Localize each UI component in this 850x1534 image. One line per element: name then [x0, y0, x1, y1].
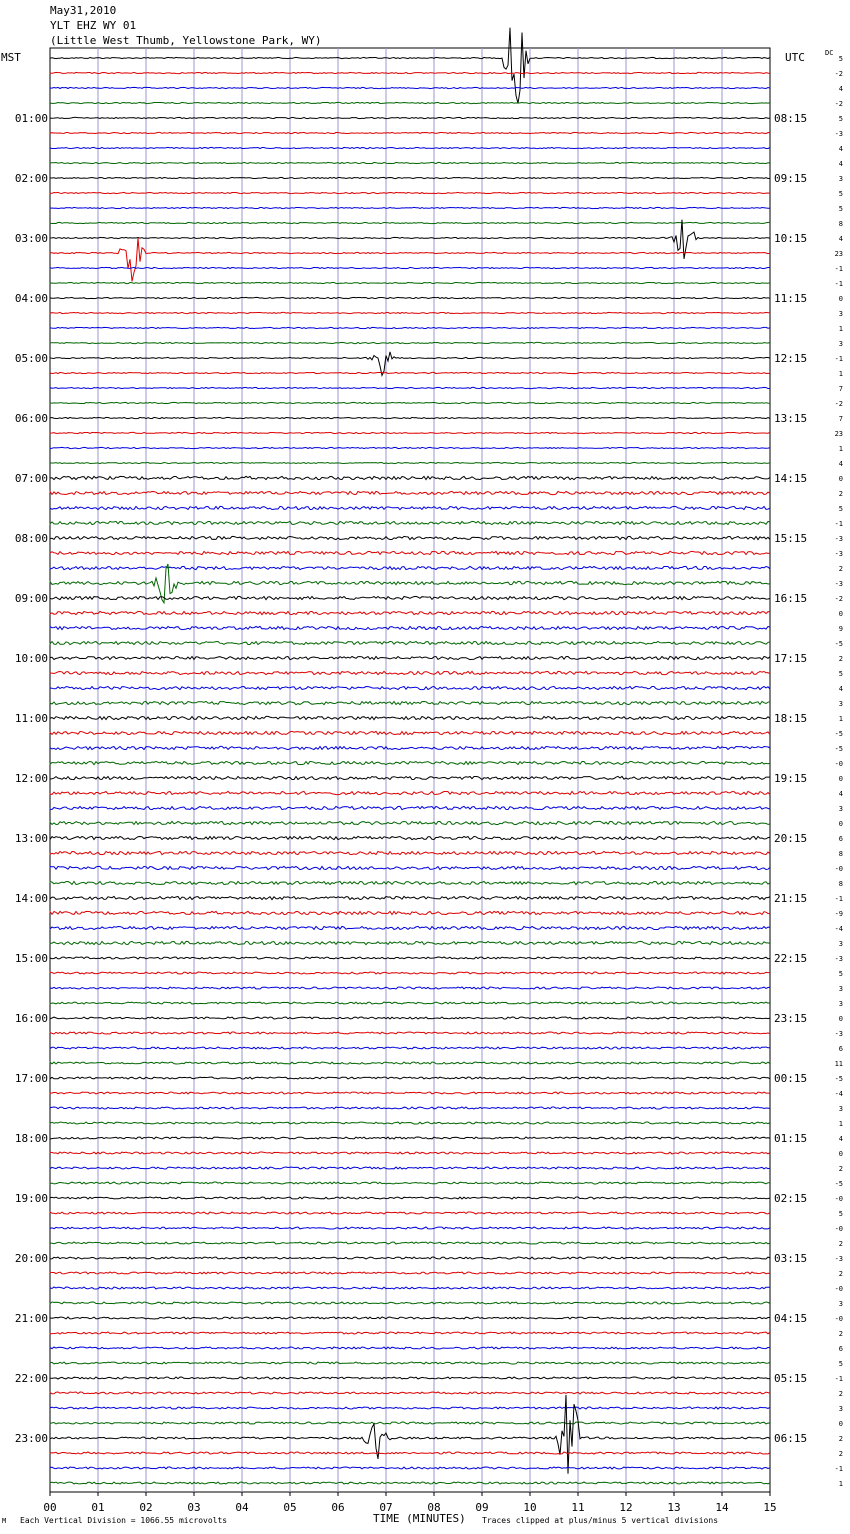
trace-red	[50, 1212, 770, 1214]
dc-offset-header: DC	[825, 49, 834, 57]
clip-note: Traces clipped at plus/minus 5 vertical divisions	[482, 1516, 719, 1525]
dc-offset-label: 4	[838, 85, 843, 93]
trace-blue	[50, 506, 770, 509]
trace-blue	[50, 1047, 770, 1049]
dc-offset-label: 5	[838, 1210, 843, 1218]
left-hour-label: 05:00	[14, 352, 48, 365]
dc-offset-label: 8	[838, 220, 843, 228]
trace-blue	[50, 1167, 770, 1169]
trace-red	[50, 1272, 770, 1274]
trace-blue	[50, 1467, 770, 1469]
left-hour-label: 16:00	[14, 1012, 48, 1025]
dc-offset-label: 23	[834, 430, 843, 438]
dc-offset-label: 2	[838, 1240, 843, 1248]
trace-green	[50, 564, 770, 603]
trace-red	[50, 372, 770, 373]
dc-offset-label: -5	[834, 745, 843, 753]
dc-offset-label: 1	[838, 370, 843, 378]
corner-mark: M	[2, 1517, 7, 1525]
trace-green	[50, 821, 770, 824]
right-hour-label: 02:15	[774, 1192, 808, 1205]
left-hour-label: 18:00	[14, 1132, 48, 1145]
x-tick-label: 09	[475, 1501, 489, 1514]
right-hour-label: 13:15	[774, 412, 808, 425]
dc-offset-label: -4	[834, 1090, 843, 1098]
trace-blue	[50, 686, 770, 689]
trace-blue	[50, 1227, 770, 1229]
dc-offset-label: -1	[834, 280, 843, 288]
x-tick-label: 03	[187, 1501, 201, 1514]
dc-offset-label: 4	[838, 160, 843, 168]
x-tick-label: 12	[619, 1501, 633, 1514]
dc-offset-label: 4	[838, 1135, 843, 1143]
trace-green	[50, 1182, 770, 1184]
dc-offset-label: 5	[838, 970, 843, 978]
dc-offset-label: -0	[834, 760, 843, 768]
trace-green	[50, 342, 770, 343]
trace-blue	[50, 987, 770, 989]
x-tick-label: 01	[91, 1501, 105, 1514]
dc-offset-label: -0	[834, 1225, 843, 1233]
dc-offset-label: -5	[834, 1075, 843, 1083]
dc-offset-label: 5	[838, 205, 843, 213]
trace-black	[50, 1395, 770, 1474]
x-tick-label: 13	[667, 1501, 681, 1514]
dc-offset-label: -1	[834, 355, 843, 363]
scale-note: Each Vertical Division = 1066.55 microvolts	[20, 1516, 228, 1525]
dc-offset-label: 23	[834, 250, 843, 258]
right-hour-label: 03:15	[774, 1252, 808, 1265]
trace-blue	[50, 866, 770, 869]
trace-red	[50, 1092, 770, 1094]
dc-offset-label: 6	[838, 835, 843, 843]
dc-offset-label: 11	[834, 1060, 843, 1068]
trace-red	[50, 911, 770, 914]
dc-offset-label: 4	[838, 685, 843, 693]
trace-black	[50, 28, 770, 104]
dc-offset-label: 2	[838, 1450, 843, 1458]
trace-black	[50, 776, 770, 779]
dc-offset-label: -2	[834, 100, 843, 108]
trace-black	[50, 896, 770, 899]
dc-offset-label: -1	[834, 265, 843, 273]
dc-offset-label: -1	[834, 1465, 843, 1473]
right-hour-label: 16:15	[774, 592, 808, 605]
dc-offset-label: 5	[838, 670, 843, 678]
trace-green	[50, 462, 770, 463]
dc-offset-label: 4	[838, 460, 843, 468]
dc-offset-label: -0	[834, 865, 843, 873]
dc-offset-label: -3	[834, 1255, 843, 1263]
x-tick-label: 04	[235, 1501, 249, 1514]
dc-offset-label: -5	[834, 1180, 843, 1188]
trace-red	[50, 611, 770, 614]
dc-offset-label: -4	[834, 925, 843, 933]
trace-green	[50, 1362, 770, 1364]
x-tick-label: 11	[571, 1501, 585, 1514]
trace-black	[50, 352, 770, 376]
trace-red	[50, 192, 770, 193]
left-hour-label: 22:00	[14, 1372, 48, 1385]
dc-offset-label: 0	[838, 295, 843, 303]
trace-red	[50, 791, 770, 794]
left-timezone-label: MST	[1, 51, 21, 64]
x-axis-title: TIME (MINUTES)	[373, 1512, 466, 1525]
trace-blue	[50, 207, 770, 208]
dc-offset-label: -3	[834, 550, 843, 558]
dc-offset-label: 0	[838, 1015, 843, 1023]
dc-offset-label: 5	[838, 1360, 843, 1368]
right-hour-label: 20:15	[774, 832, 808, 845]
trace-red	[50, 671, 770, 674]
dc-offset-label: 5	[838, 55, 843, 63]
right-hour-label: 11:15	[774, 292, 808, 305]
dc-offset-label: 0	[838, 610, 843, 618]
trace-red	[50, 972, 770, 974]
trace-blue	[50, 626, 770, 629]
station-code: YLT EHZ WY 01	[50, 19, 137, 32]
right-hour-label: 01:15	[774, 1132, 808, 1145]
dc-offset-label: 1	[838, 715, 843, 723]
dc-offset-label: 3	[838, 940, 843, 948]
right-hour-label: 08:15	[774, 112, 808, 125]
trace-green	[50, 641, 770, 644]
left-hour-label: 20:00	[14, 1252, 48, 1265]
right-hour-label: 09:15	[774, 172, 808, 185]
dc-offset-label: 4	[838, 145, 843, 153]
trace-green	[50, 881, 770, 884]
trace-blue	[50, 1107, 770, 1109]
x-tick-label: 06	[331, 1501, 345, 1514]
left-hour-label: 01:00	[14, 112, 48, 125]
trace-green	[50, 222, 770, 223]
trace-red	[50, 238, 770, 282]
dc-offset-label: 3	[838, 340, 843, 348]
dc-offset-label: 2	[838, 1435, 843, 1443]
trace-black	[50, 1077, 770, 1079]
dc-offset-label: 0	[838, 820, 843, 828]
dc-offset-label: -3	[834, 130, 843, 138]
left-hour-label: 23:00	[14, 1432, 48, 1445]
dc-offset-label: 2	[838, 1330, 843, 1338]
trace-black	[50, 957, 770, 959]
trace-black	[50, 1377, 770, 1379]
trace-red	[50, 1032, 770, 1034]
right-hour-label: 14:15	[774, 472, 808, 485]
left-hour-label: 02:00	[14, 172, 48, 185]
dc-offset-label: 2	[838, 655, 843, 663]
dc-offset-label: -9	[834, 910, 843, 918]
dc-offset-label: -3	[834, 535, 843, 543]
trace-green	[50, 102, 770, 103]
right-hour-label: 21:15	[774, 892, 808, 905]
trace-green	[50, 1002, 770, 1004]
dc-offset-label: -2	[834, 400, 843, 408]
dc-offset-label: 3	[838, 175, 843, 183]
dc-offset-label: -3	[834, 955, 843, 963]
trace-red	[50, 551, 770, 554]
dc-offset-label: -0	[834, 1285, 843, 1293]
x-tick-label: 08	[427, 1501, 441, 1514]
trace-black	[50, 536, 770, 539]
trace-red	[50, 432, 770, 433]
right-hour-label: 10:15	[774, 232, 808, 245]
dc-offset-label: 3	[838, 700, 843, 708]
left-hour-label: 09:00	[14, 592, 48, 605]
trace-black	[50, 476, 770, 479]
right-hour-label: 22:15	[774, 952, 808, 965]
trace-green	[50, 162, 770, 163]
x-tick-label: 14	[715, 1501, 729, 1514]
dc-offset-label: 8	[838, 880, 843, 888]
dc-offset-label: 4	[838, 790, 843, 798]
trace-blue	[50, 267, 770, 268]
dc-offset-label: 5	[838, 190, 843, 198]
trace-blue	[50, 566, 770, 569]
trace-green	[50, 521, 770, 524]
trace-blue	[50, 1347, 770, 1349]
trace-blue	[50, 447, 770, 448]
trace-blue	[50, 806, 770, 809]
right-hour-label: 00:15	[774, 1072, 808, 1085]
right-hour-label: 04:15	[774, 1312, 808, 1325]
left-hour-label: 10:00	[14, 652, 48, 665]
trace-black	[50, 1017, 770, 1019]
left-hour-label: 12:00	[14, 772, 48, 785]
x-tick-label: 10	[523, 1501, 537, 1514]
x-tick-label: 02	[139, 1501, 153, 1514]
trace-green	[50, 1422, 770, 1424]
right-hour-label: 05:15	[774, 1372, 808, 1385]
left-hour-label: 15:00	[14, 952, 48, 965]
dc-offset-label: 1	[838, 325, 843, 333]
dc-offset-label: 7	[838, 385, 843, 393]
trace-blue	[50, 926, 770, 929]
trace-red	[50, 1152, 770, 1154]
dc-offset-label: 3	[838, 1300, 843, 1308]
dc-offset-label: 0	[838, 475, 843, 483]
dc-offset-label: 9	[838, 625, 843, 633]
trace-black	[50, 1137, 770, 1139]
dc-offset-label: 3	[838, 1105, 843, 1113]
dc-offset-label: -3	[834, 1030, 843, 1038]
trace-black	[50, 836, 770, 839]
trace-green	[50, 1062, 770, 1064]
trace-green	[50, 1302, 770, 1304]
trace-green	[50, 402, 770, 403]
dc-offset-label: 3	[838, 985, 843, 993]
dc-offset-label: 5	[838, 505, 843, 513]
trace-red	[50, 731, 770, 734]
dc-offset-label: -5	[834, 640, 843, 648]
dc-offset-label: -1	[834, 520, 843, 528]
dc-offset-label: 3	[838, 805, 843, 813]
right-hour-label: 17:15	[774, 652, 808, 665]
trace-red	[50, 1392, 770, 1394]
dc-offset-label: 2	[838, 565, 843, 573]
trace-blue	[50, 387, 770, 388]
trace-black	[50, 1317, 770, 1319]
dc-offset-label: 0	[838, 1420, 843, 1428]
dc-offset-label: -2	[834, 70, 843, 78]
dc-offset-label: 7	[838, 415, 843, 423]
trace-black	[50, 596, 770, 599]
trace-red	[50, 132, 770, 133]
trace-black	[50, 656, 770, 659]
trace-green	[50, 1122, 770, 1124]
trace-green	[50, 761, 770, 764]
left-hour-label: 03:00	[14, 232, 48, 245]
trace-green	[50, 941, 770, 944]
station-location: (Little West Thumb, Yellowstone Park, WY)	[50, 34, 322, 47]
dc-offset-label: 2	[838, 1270, 843, 1278]
trace-red	[50, 1452, 770, 1454]
trace-black	[50, 177, 770, 178]
dc-offset-label: 3	[838, 1405, 843, 1413]
left-hour-label: 07:00	[14, 472, 48, 485]
dc-offset-label: 2	[838, 490, 843, 498]
dc-offset-label: -1	[834, 895, 843, 903]
dc-offset-label: 6	[838, 1045, 843, 1053]
trace-blue	[50, 1287, 770, 1289]
right-timezone-label: UTC	[785, 51, 805, 64]
record-date: May31,2010	[50, 4, 117, 17]
trace-blue	[50, 1407, 770, 1409]
trace-red	[50, 1332, 770, 1334]
dc-offset-label: 1	[838, 445, 843, 453]
right-hour-label: 19:15	[774, 772, 808, 785]
dc-offset-label: -0	[834, 1315, 843, 1323]
right-hour-label: 06:15	[774, 1432, 808, 1445]
dc-offset-label: 6	[838, 1345, 843, 1353]
left-hour-label: 19:00	[14, 1192, 48, 1205]
dc-offset-label: 5	[838, 115, 843, 123]
trace-black	[50, 297, 770, 298]
left-hour-label: 14:00	[14, 892, 48, 905]
left-hour-label: 06:00	[14, 412, 48, 425]
left-hour-label: 04:00	[14, 292, 48, 305]
dc-offset-label: 2	[838, 1165, 843, 1173]
trace-red	[50, 851, 770, 854]
x-tick-label: 07	[379, 1501, 393, 1514]
dc-offset-label: -3	[834, 580, 843, 588]
right-hour-label: 15:15	[774, 532, 808, 545]
trace-black	[50, 716, 770, 719]
dc-offset-label: -5	[834, 730, 843, 738]
dc-offset-label: -2	[834, 595, 843, 603]
right-hour-label: 18:15	[774, 712, 808, 725]
trace-black	[50, 1257, 770, 1259]
dc-offset-label: 4	[838, 235, 843, 243]
dc-offset-label: 1	[838, 1480, 843, 1488]
dc-offset-label: -1	[834, 1375, 843, 1383]
trace-blue	[50, 87, 770, 88]
trace-black	[50, 417, 770, 418]
trace-blue	[50, 327, 770, 328]
trace-green	[50, 1242, 770, 1244]
trace-blue	[50, 746, 770, 749]
left-hour-label: 21:00	[14, 1312, 48, 1325]
x-tick-label: 05	[283, 1501, 297, 1514]
trace-green	[50, 282, 770, 283]
dc-offset-label: 2	[838, 1390, 843, 1398]
dc-offset-label: 3	[838, 310, 843, 318]
right-hour-label: 23:15	[774, 1012, 808, 1025]
trace-green	[50, 701, 770, 704]
trace-red	[50, 312, 770, 313]
left-hour-label: 13:00	[14, 832, 48, 845]
left-hour-label: 17:00	[14, 1072, 48, 1085]
trace-red	[50, 491, 770, 494]
trace-red	[50, 72, 770, 73]
x-tick-label: 00	[43, 1501, 57, 1514]
left-hour-label: 08:00	[14, 532, 48, 545]
plot-frame	[50, 48, 770, 1492]
left-hour-label: 11:00	[14, 712, 48, 725]
dc-offset-label: 1	[838, 1120, 843, 1128]
dc-offset-label: 8	[838, 850, 843, 858]
x-tick-label: 15	[763, 1501, 777, 1514]
trace-blue	[50, 147, 770, 148]
right-hour-label: 12:15	[774, 352, 808, 365]
trace-black	[50, 117, 770, 118]
dc-offset-label: 3	[838, 1000, 843, 1008]
trace-black	[50, 1197, 770, 1199]
trace-green	[50, 1482, 770, 1484]
dc-offset-label: 0	[838, 1150, 843, 1158]
dc-offset-label: -0	[834, 1195, 843, 1203]
dc-offset-label: 0	[838, 775, 843, 783]
